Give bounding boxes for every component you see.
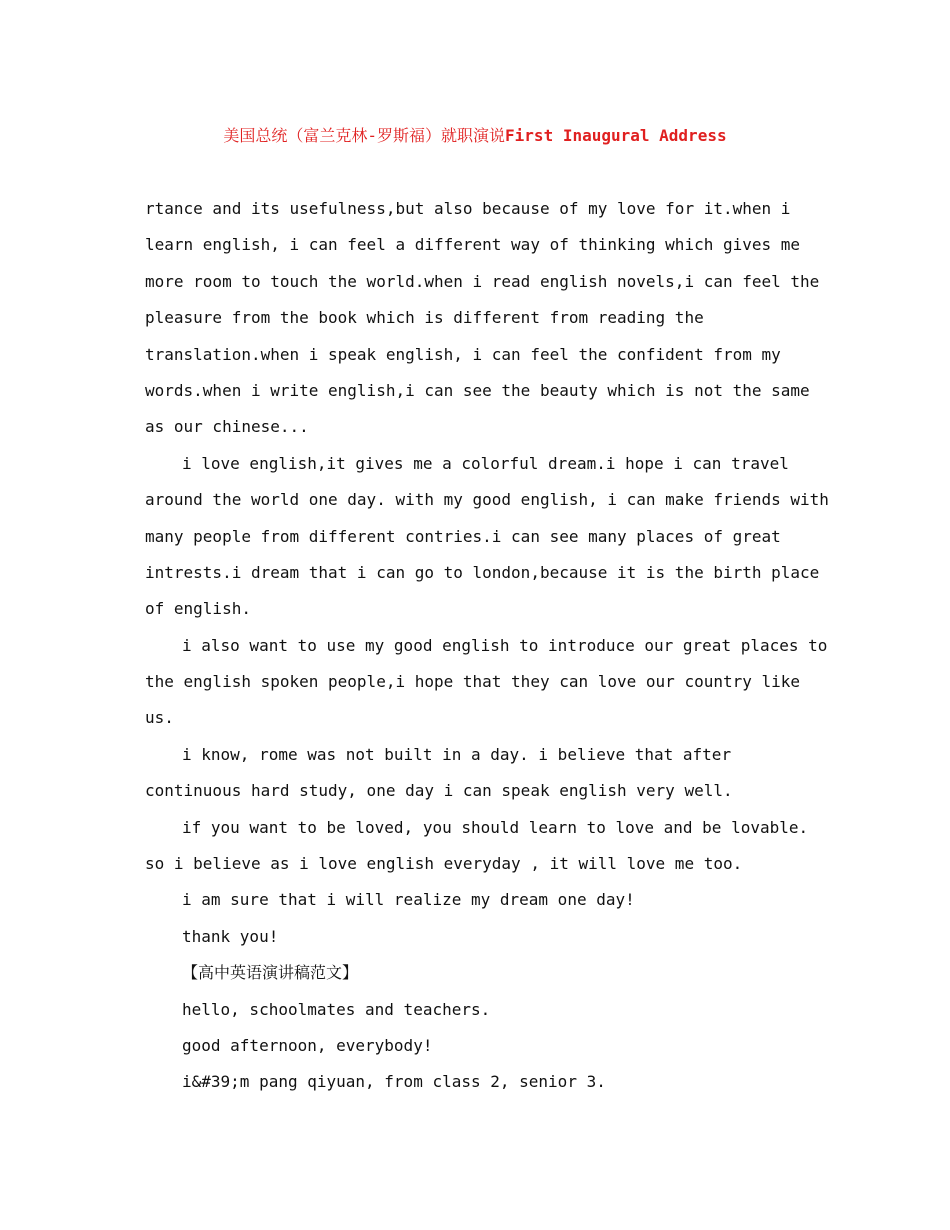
text-line: i know, rome was not built in a day. i believe that after — [182, 744, 732, 764]
text-line: thank you! — [182, 926, 279, 946]
text-line: i&#39;m pang qiyuan, from class 2, senior 3. — [182, 1072, 606, 1092]
section-heading: 【高中英语演讲稿范文】 — [182, 963, 359, 983]
text-line: learn english, i can feel a different way of thinking which gives me — [145, 235, 801, 255]
text-line: i love english,it gives me a colorful dream.i hope i can travel — [182, 453, 789, 473]
text-line: intrests.i dream that i can go to london,because it is the birth place — [145, 562, 820, 582]
text-line: pleasure from the book which is different from reading the — [145, 308, 704, 328]
text-line: as our chinese... — [145, 417, 309, 437]
text-line: hello, schoolmates and teachers. — [182, 999, 491, 1019]
text-line: the english spoken people,i hope that they can love our country like — [145, 672, 801, 692]
text-line: continuous hard study, one day i can speak english very well. — [145, 781, 733, 801]
text-line: so i believe as i love english everyday , it will love me too. — [145, 854, 743, 874]
document-title — [0, 122, 950, 150]
document-title-latin: First Inaugural Address — [505, 126, 727, 145]
text-line: words.when i write english,i can see the beauty which is not the same — [145, 380, 810, 400]
text-line: if you want to be loved, you should learn to love and be lovable. — [182, 817, 809, 837]
text-line: more room to touch the world.when i read english novels,i can feel the — [145, 271, 820, 291]
document-title-cjk: 美国总统（富兰克林-罗斯福）就职演说 — [223, 126, 506, 145]
text-line: us. — [145, 708, 174, 728]
text-line: rtance and its usefulness,but also because of my love for it.when i — [145, 199, 791, 218]
text-line: of english. — [145, 599, 251, 619]
text-line: translation.when i speak english, i can feel the confident from my — [145, 344, 781, 364]
text-line: i am sure that i will realize my dream one day! — [182, 890, 635, 910]
text-line: i also want to use my good english to introduce our great places to — [182, 635, 828, 655]
text-line: good afternoon, everybody! — [182, 1035, 433, 1055]
text-line: many people from different contries.i can see many places of great — [145, 526, 781, 546]
document-body — [145, 191, 829, 1101]
text-line: around the world one day. with my good english, i can make friends with — [145, 490, 829, 510]
